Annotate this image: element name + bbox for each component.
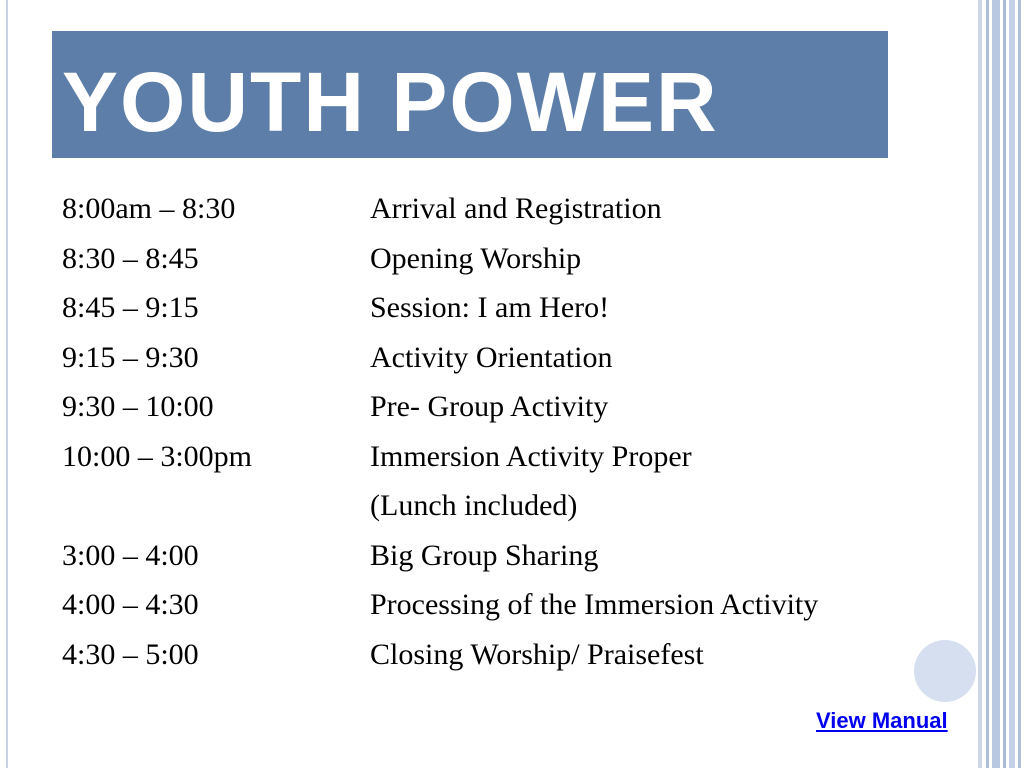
stripe	[986, 0, 989, 768]
schedule-row	[62, 432, 962, 482]
schedule-activity: Arrival and Registration	[370, 192, 662, 225]
schedule-activity: Processing of the Immersion Activity	[370, 588, 819, 621]
left-border-line	[6, 0, 8, 768]
schedule-time: 8:00am – 8:30	[62, 192, 236, 225]
schedule-activity: Session: I am Hero!	[370, 291, 610, 324]
schedule-row	[62, 481, 962, 531]
schedule-row	[62, 382, 962, 432]
schedule-time: 10:00 – 3:00pm	[62, 439, 253, 473]
schedule-time: 8:45 – 9:15	[62, 291, 199, 324]
schedule-activity: Immersion Activity Proper	[370, 439, 692, 473]
stripe	[978, 0, 982, 768]
schedule-time: 9:30 – 10:00	[62, 390, 214, 423]
schedule-row	[62, 630, 962, 680]
stripe	[1009, 0, 1015, 768]
stripe	[1018, 0, 1021, 768]
schedule-activity: Opening Worship	[370, 241, 582, 275]
schedule-row	[62, 580, 962, 630]
schedule-time: 4:00 – 4:30	[62, 588, 199, 621]
stripe	[992, 0, 1000, 768]
schedule-list	[62, 184, 962, 679]
schedule-row	[62, 333, 962, 383]
decorative-circle-icon	[914, 640, 976, 702]
schedule-activity: Closing Worship/ Praisefest	[370, 637, 704, 671]
schedule-row	[62, 283, 962, 333]
schedule-row	[62, 234, 962, 284]
schedule-time: 4:30 – 5:00	[62, 637, 199, 671]
schedule-activity: Activity Orientation	[370, 340, 613, 374]
stripe	[1003, 0, 1006, 768]
schedule-time: 9:15 – 9:30	[62, 340, 199, 374]
schedule-row	[62, 531, 962, 581]
schedule-row	[62, 184, 962, 234]
view-manual-link[interactable]: View Manual	[816, 708, 948, 733]
schedule-time: 3:00 – 4:00	[62, 538, 199, 572]
right-decorative-stripes	[978, 0, 1024, 768]
schedule-activity: (Lunch included)	[370, 489, 578, 522]
schedule-activity: Big Group Sharing	[370, 538, 599, 572]
schedule-activity: Pre- Group Activity	[370, 390, 609, 423]
slide-title: YOUTH POWER	[62, 55, 719, 149]
schedule-time: 8:30 – 8:45	[62, 241, 199, 275]
